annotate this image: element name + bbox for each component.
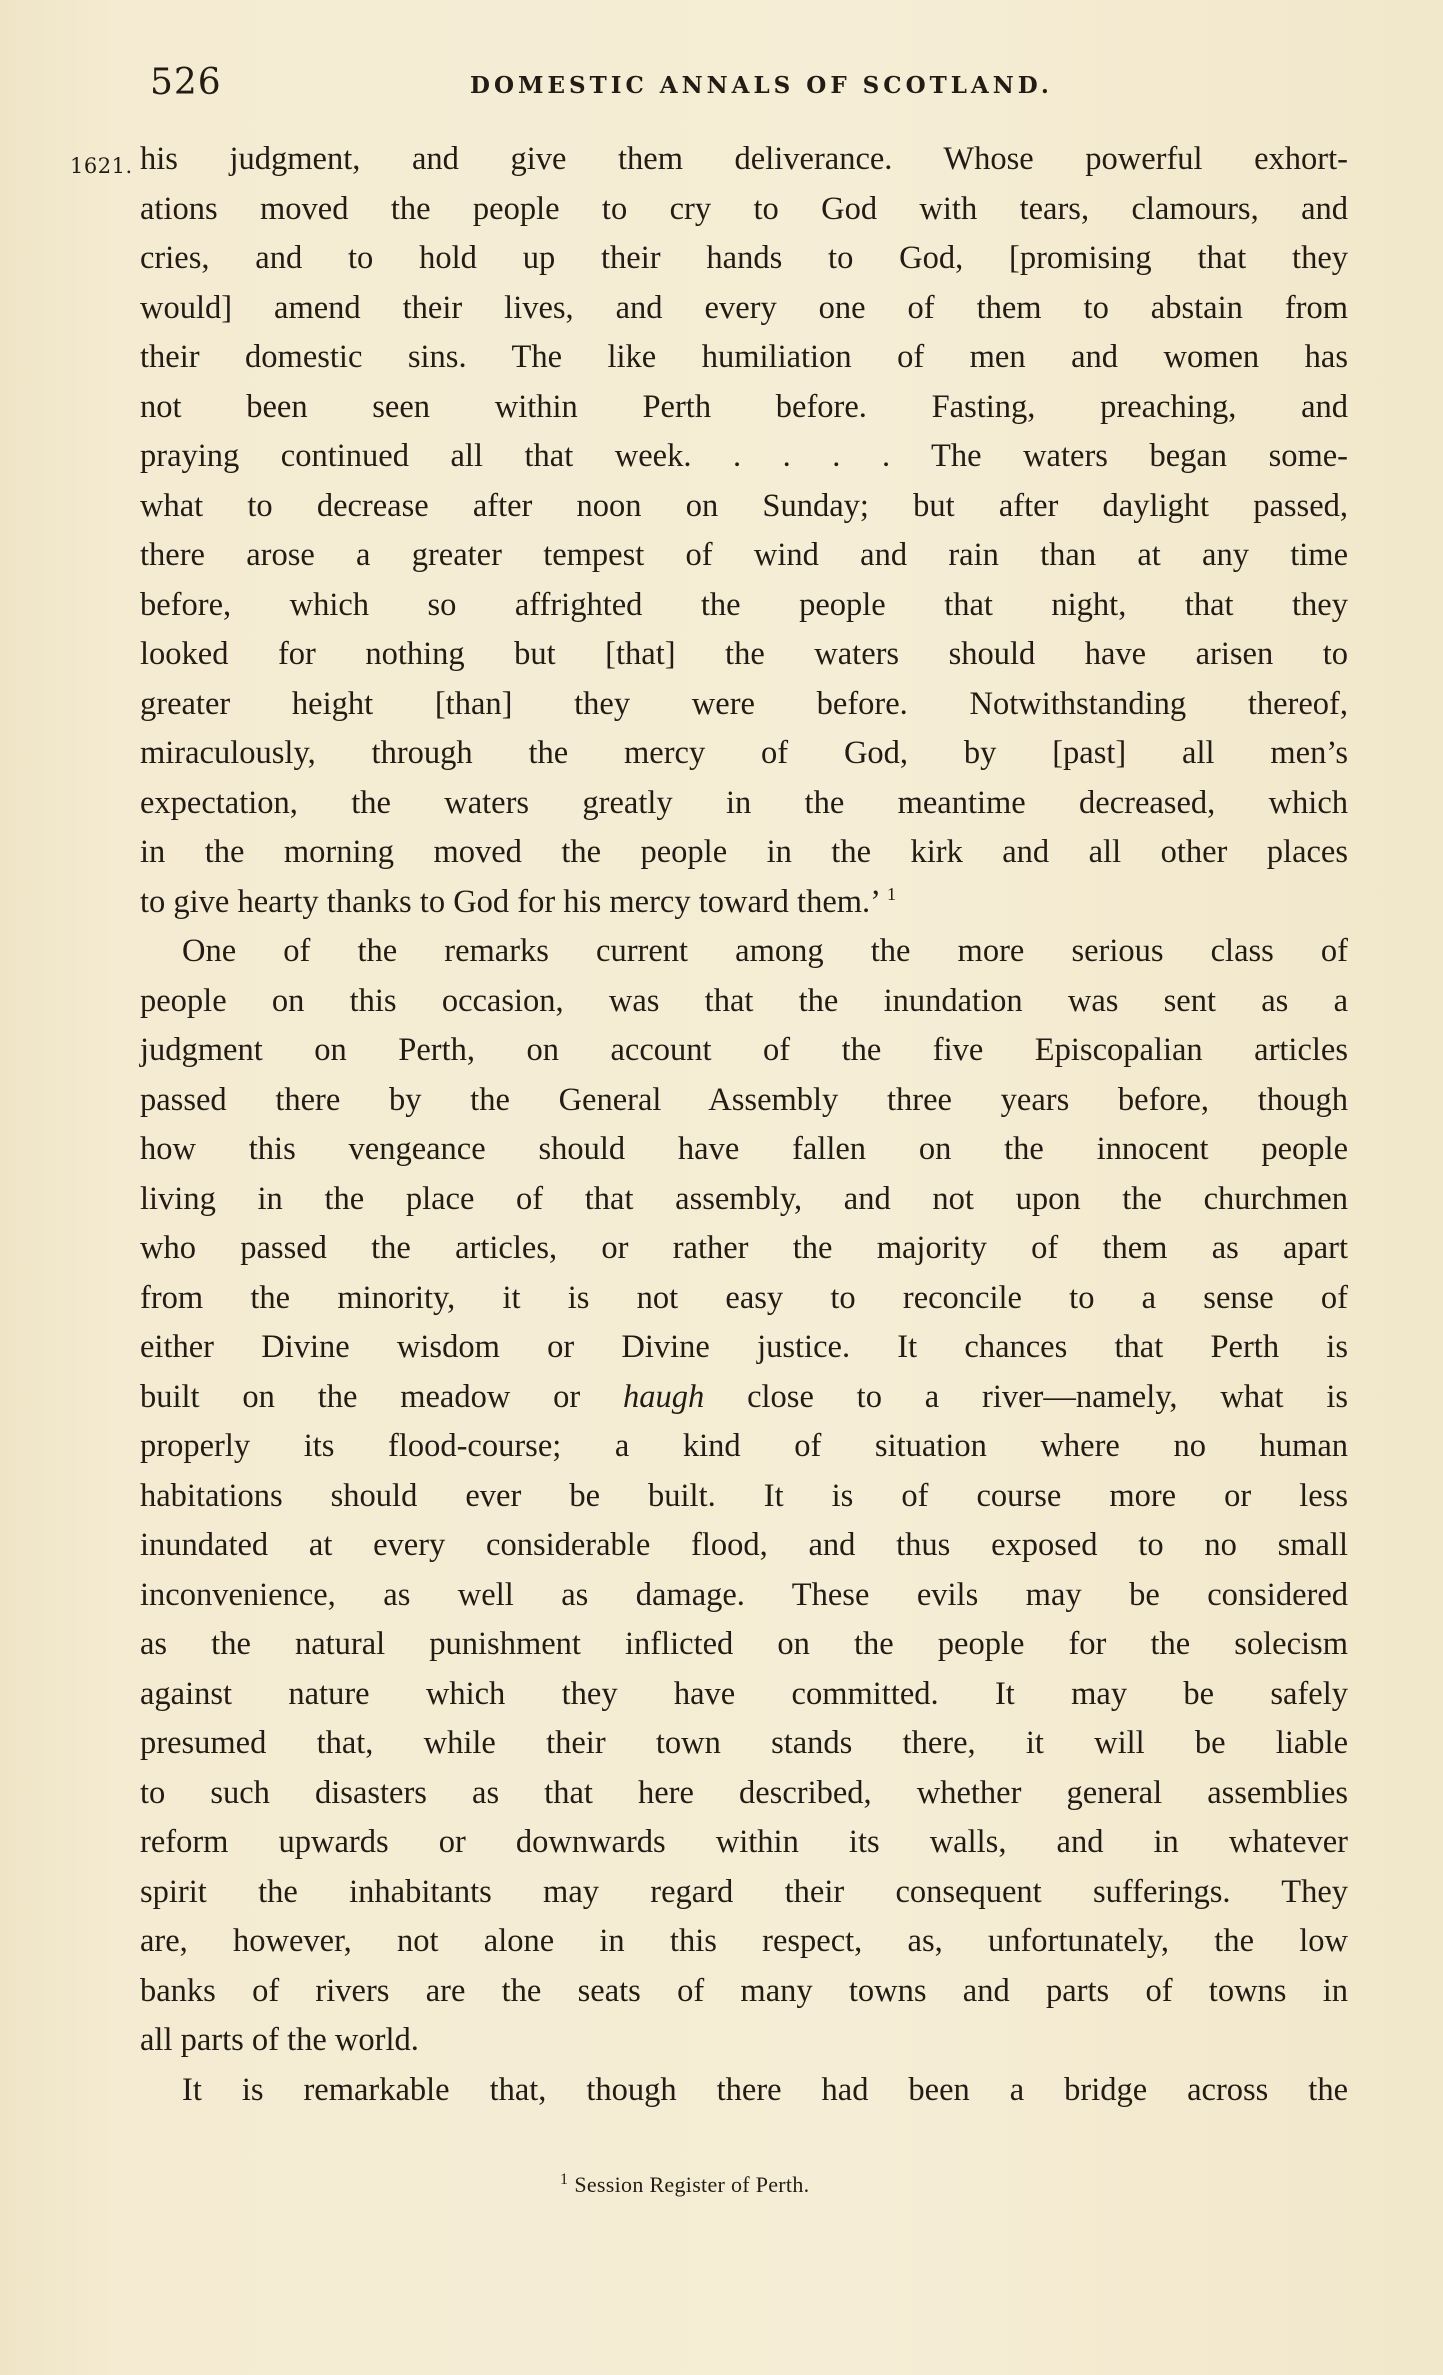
text-line: presumed that, while their town stands there, it will be liable: [140, 1725, 1348, 1761]
text-line-content: to give hearty thanks to God for his mercy toward them.’: [140, 883, 881, 920]
italic-term: haugh: [623, 1378, 705, 1415]
text-line: expectation, the waters greatly in the meantime decreased, which: [140, 784, 1348, 821]
text-line: judgment on Perth, on account of the five Episcopalian articles: [140, 1032, 1348, 1068]
text-line-with-footnote: [140, 878, 1348, 928]
footnote-number: 1: [560, 2171, 569, 2188]
text-line: not been seen within Perth before. Fasting, preaching, and: [140, 388, 1348, 425]
text-line: who passed the articles, or rather the majority of them as apart: [140, 1230, 1348, 1266]
text-line: either Divine wisdom or Divine justice. It chances that Perth is: [140, 1329, 1348, 1365]
text-line: to such disasters as that here described, whether general assemblies: [140, 1774, 1348, 1811]
text-line: from the minority, it is not easy to reconcile to a sense of: [140, 1279, 1348, 1316]
text-line: passed there by the General Assembly three years before, though: [140, 1081, 1348, 1118]
text-line: habitations should ever be built. It is of course more or less: [140, 1477, 1348, 1514]
text-line: before, which so affrighted the people that night, that they: [140, 586, 1348, 623]
text-line: how this vengeance should have fallen on the innocent people: [140, 1131, 1348, 1167]
text-line: looked for nothing but [that] the waters should have arisen to: [140, 636, 1348, 672]
page-number: 526: [150, 62, 222, 103]
paragraph-start-line: One of the remarks current among the more serious class of: [182, 933, 1348, 969]
text-line: reform upwards or downwards within its walls, and in whatever: [140, 1824, 1348, 1860]
running-head: DOMESTIC ANNALS OF SCOTLAND.: [470, 72, 1053, 99]
text-line: against nature which they have committed. It may be safely: [140, 1675, 1348, 1712]
text-line: properly its flood-course; a kind of situation where no human: [140, 1428, 1348, 1464]
text-line: miraculously, through the mercy of God, by [past] all men’s: [140, 735, 1348, 771]
text-line: as the natural punishment inflicted on the people for the solecism: [140, 1626, 1348, 1662]
text-line: would] amend their lives, and every one of them to abstain from: [140, 289, 1348, 326]
body-text: [140, 135, 1348, 2115]
text-line: ations moved the people to cry to God with tears, clamours, and: [140, 190, 1348, 227]
text-line: there arose a greater tempest of wind and rain than at any time: [140, 537, 1348, 573]
text-line: banks of rivers are the seats of many towns and parts of towns in: [140, 1972, 1348, 2009]
text-line: [140, 1373, 1348, 1423]
text-line: greater height [than] they were before. Notwithstanding thereof,: [140, 685, 1348, 722]
text-line: inconvenience, as well as damage. These evils may be considered: [140, 1576, 1348, 1613]
text-line: living in the place of that assembly, and not upon the churchmen: [140, 1180, 1348, 1217]
text-line: what to decrease after noon on Sunday; but after daylight passed,: [140, 487, 1348, 524]
text-line-content: close to a river—namely, what is: [704, 1378, 1349, 1415]
footnote: [560, 2172, 809, 2198]
text-line: cries, and to hold up their hands to God, [promising that they: [140, 240, 1348, 276]
text-line: praying continued all that week. . . . . The waters began some-: [140, 438, 1348, 474]
footnote-marker: 1: [887, 883, 896, 904]
footnote-text: Session Register of Perth.: [574, 2172, 810, 2197]
page-header: [150, 62, 1390, 112]
text-line: inundated at every considerable flood, and thus exposed to no small: [140, 1527, 1348, 1563]
paragraph-start-line: It is remarkable that, though there had been a bridge across the: [182, 2071, 1348, 2108]
text-line: spirit the inhabitants may regard their consequent sufferings. They: [140, 1873, 1348, 1910]
paragraph-end-line: all parts of the world.: [140, 2022, 419, 2058]
text-line: people on this occasion, was that the inundation was sent as a: [140, 982, 1348, 1019]
text-line: in the morning moved the people in the kirk and all other places: [140, 834, 1348, 870]
margin-year: 1621.: [70, 154, 133, 178]
text-line: are, however, not alone in this respect, as, unfortunately, the low: [140, 1923, 1348, 1959]
text-line-content: built on the meadow or: [140, 1378, 624, 1415]
text-line: his judgment, and give them deliverance. Whose powerful exhort-: [140, 141, 1348, 177]
text-line: their domestic sins. The like humiliation of men and women has: [140, 339, 1348, 375]
